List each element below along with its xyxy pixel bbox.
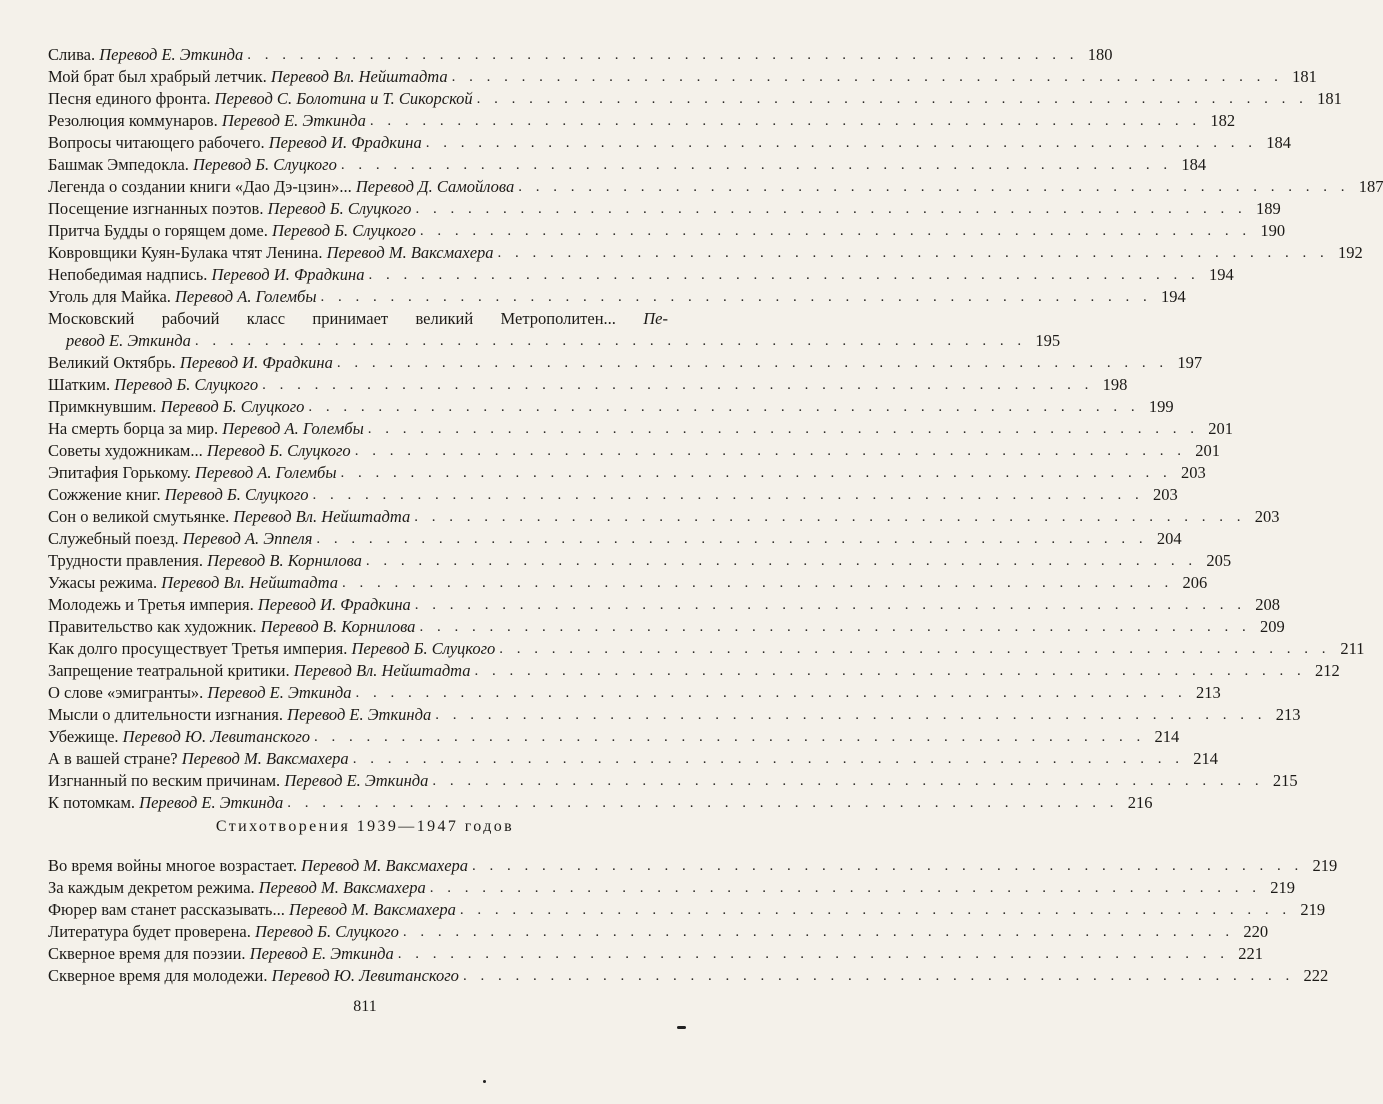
- toc-entry: [48, 440, 1220, 462]
- entry-title: Запрещение театральной критики.: [48, 661, 290, 680]
- entry-page: 184: [1266, 133, 1291, 152]
- entry-page: 195: [1035, 331, 1061, 350]
- entry-page: 204: [1156, 529, 1182, 548]
- entry-title: О слове «эмигранты».: [48, 683, 204, 702]
- dot-leader: . . . . . . . . . . . . . . . . . . . . . . . . . . . . . . . . . . . . . . . . . . . . . . . .: [397, 946, 1229, 962]
- entry-page: 198: [1102, 375, 1128, 394]
- entry-title: Изгнанный по веским причинам.: [48, 771, 281, 790]
- dot-leader: . . . . . . . . . . . . . . . . . . . . . . . . . . . . . . . . . . . . . . . . . . . . . . . .: [340, 465, 1172, 481]
- dot-leader: . . . . . . . . . . . . . . . . . . . . . . . . . . . . . . . . . . . . . . . . . . . . . . . .: [320, 289, 1152, 305]
- entry-second-line: [48, 330, 1061, 352]
- entry-title: Убежище.: [48, 727, 119, 746]
- toc-entry: [48, 594, 1281, 616]
- entry-title: Во время войны многое возрастает.: [48, 856, 297, 875]
- toc-entry: [48, 770, 1298, 792]
- entry-translator: Перевод Е. Эткинда: [207, 683, 352, 702]
- toc-entry: [48, 660, 1340, 682]
- toc-entry: [48, 220, 1286, 242]
- entry-translator: Перевод Вл. Нейштадта: [233, 507, 411, 526]
- entry-translator: Перевод Б. Слуцкого: [272, 221, 416, 240]
- entry-title: Посещение изгнанных поэтов.: [48, 199, 264, 218]
- entry-title: Непобедимая надпись.: [48, 265, 208, 284]
- dot-leader: . . . . . . . . . . . . . . . . . . . . . . . . . . . . . . . . . . . . . . . . . . . . . . . .: [247, 47, 1079, 63]
- entry-translator: Перевод Е. Эткинда: [287, 705, 432, 724]
- toc-entry: [48, 704, 1301, 726]
- entry-page: 181: [1317, 89, 1342, 108]
- entry-translator: Перевод Б. Слуцкого: [267, 199, 412, 218]
- entry-page: 192: [1338, 243, 1363, 262]
- entry-page: 209: [1259, 617, 1285, 636]
- dot-leader: . . . . . . . . . . . . . . . . . . . . . . . . . . . . . . . . . . . . . . . . . . . . . . . .: [432, 773, 1264, 789]
- entry-title: А в вашей стране?: [48, 749, 178, 768]
- entry-page: 194: [1161, 287, 1186, 306]
- toc-entry: [48, 264, 1234, 286]
- entry-title: Ковровщики Куян-Булака чтят Ленина.: [48, 243, 323, 262]
- entry-page: 219: [1270, 878, 1295, 897]
- toc-entry: [48, 616, 1285, 638]
- entry-page: 212: [1315, 661, 1340, 680]
- dot-leader: . . . . . . . . . . . . . . . . . . . . . . . . . . . . . . . . . . . . . . . . . . . . . . . .: [314, 729, 1146, 745]
- toc-entry: [48, 286, 1186, 308]
- dot-leader: . . . . . . . . . . . . . . . . . . . . . . . . . . . . . . . . . . . . . . . . . . . . . . . .: [497, 245, 1329, 261]
- entry-page: 214: [1193, 749, 1218, 768]
- entry-page: 187: [1358, 177, 1383, 196]
- toc-entry: [48, 44, 1113, 66]
- toc-entry: [48, 550, 1232, 572]
- dot-leader: . . . . . . . . . . . . . . . . . . . . . . . . . . . . . . . . . . . . . . . . . . . . . . . .: [472, 858, 1304, 874]
- entry-page: 182: [1210, 111, 1236, 130]
- dot-leader: . . . . . . . . . . . . . . . . . . . . . . . . . . . . . . . . . . . . . . . . . . . . . . . .: [340, 157, 1173, 173]
- print-speck: [677, 1026, 686, 1029]
- toc-entry: [48, 176, 1383, 198]
- toc-entry: [48, 921, 1269, 943]
- entry-page: 201: [1208, 419, 1233, 438]
- toc-entry: [48, 66, 1317, 88]
- entry-title: Мысли о длительности изгнания.: [48, 705, 284, 724]
- dot-leader: . . . . . . . . . . . . . . . . . . . . . . . . . . . . . . . . . . . . . . . . . . . . . . . .: [342, 575, 1174, 591]
- entry-title: Молодежь и Третья империя.: [48, 595, 254, 614]
- toc-entry: [48, 792, 1153, 814]
- toc-entry: [48, 396, 1174, 418]
- entry-translator: Перевод И. Фрадкина: [257, 595, 411, 614]
- entry-page: 221: [1238, 944, 1263, 963]
- entry-translator-start: Пе-: [643, 309, 668, 328]
- toc-entry: [48, 682, 1221, 704]
- entry-title: Резолюция коммунаров.: [48, 111, 218, 130]
- entry-translator: Перевод Б. Слуцкого: [193, 155, 337, 174]
- entry-translator: Перевод Б. Слуцкого: [351, 639, 496, 658]
- entry-translator: Перевод А. Голембы: [175, 287, 317, 306]
- entry-title: На смерть борца за мир.: [48, 419, 219, 438]
- entry-translator: Перевод Вл. Нейштадта: [270, 67, 448, 86]
- entry-title: Уголь для Майка.: [48, 287, 171, 306]
- entry-title: Песня единого фронта.: [48, 89, 211, 108]
- entry-translator: Перевод А. Эппеля: [182, 529, 313, 548]
- entry-translator: Перевод Е. Эткинда: [139, 793, 284, 812]
- entry-translator: Перевод Д. Самойлова: [355, 177, 515, 196]
- dot-leader: . . . . . . . . . . . . . . . . . . . . . . . . . . . . . . . . . . . . . . . . . . . . . . . .: [365, 553, 1198, 569]
- toc-entry: [48, 198, 1281, 220]
- entry-page: 208: [1255, 595, 1281, 614]
- entry-translator: Перевод Ю. Левитанского: [122, 727, 311, 746]
- dot-leader: . . . . . . . . . . . . . . . . . . . . . . . . . . . . . . . . . . . . . . . . . . . . . . . .: [518, 179, 1350, 195]
- entry-page: 203: [1153, 485, 1178, 504]
- entry-title: Московский рабочий класс принимает великий Метрополитен...: [48, 309, 616, 328]
- entry-title: Вопросы читающего рабочего.: [48, 133, 265, 152]
- dot-leader: . . . . . . . . . . . . . . . . . . . . . . . . . . . . . . . . . . . . . . . . . . . . . . . .: [435, 707, 1267, 723]
- entry-first-line: [48, 308, 668, 330]
- entry-page: 190: [1260, 221, 1286, 240]
- entry-translator: Перевод И. Фрадкина: [179, 353, 333, 372]
- entry-translator: Перевод А. Голембы: [222, 419, 364, 438]
- toc-entry: [48, 110, 1236, 132]
- entry-translator: Перевод В. Корнилова: [207, 551, 362, 570]
- entry-translator: Перевод В. Корнилова: [260, 617, 416, 636]
- entry-page: 197: [1177, 353, 1203, 372]
- toc-entry: [48, 418, 1233, 440]
- entry-translator: Перевод М. Ваксмахера: [326, 243, 494, 262]
- dot-leader: . . . . . . . . . . . . . . . . . . . . . . . . . . . . . . . . . . . . . . . . . . . . . . . .: [499, 641, 1331, 657]
- entry-title: Правительство как художник.: [48, 617, 257, 636]
- dot-leader: . . . . . . . . . . . . . . . . . . . . . . . . . . . . . . . . . . . . . . . . . . . . . . . .: [316, 531, 1148, 547]
- entry-title: К потомкам.: [48, 793, 136, 812]
- entry-translator: Перевод И. Фрадкина: [211, 265, 365, 284]
- toc-entry: [48, 308, 1061, 352]
- entry-translator: Перевод Б. Слуцкого: [164, 485, 309, 504]
- entry-title: Трудности правления.: [48, 551, 203, 570]
- entry-page: 222: [1303, 966, 1329, 985]
- entry-translator: Перевод Е. Эткинда: [284, 771, 429, 790]
- entry-page: 194: [1208, 265, 1234, 284]
- entry-page: 203: [1254, 507, 1280, 526]
- dot-leader: . . . . . . . . . . . . . . . . . . . . . . . . . . . . . . . . . . . . . . . . . . . . . . . .: [355, 685, 1187, 701]
- dot-leader: . . . . . . . . . . . . . . . . . . . . . . . . . . . . . . . . . . . . . . . . . . . . . . . .: [414, 597, 1247, 613]
- toc-entry: [48, 352, 1203, 374]
- dot-leader: . . . . . . . . . . . . . . . . . . . . . . . . . . . . . . . . . . . . . . . . . . . . . . . .: [462, 968, 1295, 984]
- toc-entry: [48, 132, 1291, 154]
- entry-title: Служебный поезд.: [48, 529, 179, 548]
- toc-entry: [48, 877, 1295, 899]
- entry-translator: Перевод Е. Эткинда: [249, 944, 394, 963]
- page-number: 811: [353, 998, 377, 1015]
- entry-page: 180: [1087, 45, 1113, 64]
- dot-leader: . . . . . . . . . . . . . . . . . . . . . . . . . . . . . . . . . . . . . . . . . . . . . . . .: [402, 924, 1235, 940]
- dot-leader: . . . . . . . . . . . . . . . . . . . . . . . . . . . . . . . . . . . . . . . . . . . . . . . .: [262, 377, 1094, 393]
- toc-entry: [48, 965, 1329, 987]
- entry-title: Скверное время для молодежи.: [48, 966, 268, 985]
- toc-entry: [48, 899, 1326, 921]
- entry-translator: Перевод М. Ваксмахера: [288, 900, 456, 919]
- entry-page: 219: [1300, 900, 1326, 919]
- entry-title: Советы художникам...: [48, 441, 203, 460]
- dot-leader: . . . . . . . . . . . . . . . . . . . . . . . . . . . . . . . . . . . . . . . . . . . . . . . .: [429, 880, 1261, 896]
- toc-entry: [48, 726, 1180, 748]
- print-speck: [483, 1080, 486, 1083]
- entry-translator: Перевод Вл. Нейштадта: [293, 661, 471, 680]
- entry-translator: Перевод Б. Слуцкого: [114, 375, 259, 394]
- entry-translator: Перевод Б. Слуцкого: [160, 397, 305, 416]
- toc-entry: [48, 506, 1280, 528]
- entry-translator: Перевод М. Ваксмахера: [181, 749, 349, 768]
- entry-translator: Перевод Е. Эткинда: [221, 111, 366, 130]
- entry-translator: Перевод Ю. Левитанского: [271, 966, 459, 985]
- entry-title: Скверное время для поэзии.: [48, 944, 246, 963]
- entry-title: Фюрер вам станет рассказывать...: [48, 900, 285, 919]
- toc-entry: [48, 154, 1207, 176]
- entry-translator: Перевод С. Болотина и Т. Сикорской: [214, 89, 473, 108]
- toc-entry: [48, 943, 1263, 965]
- entry-title: Шатким.: [48, 375, 111, 394]
- dot-leader: . . . . . . . . . . . . . . . . . . . . . . . . . . . . . . . . . . . . . . . . . . . . . . . .: [451, 69, 1283, 85]
- entry-page: 184: [1181, 155, 1207, 174]
- toc-entry: [48, 88, 1342, 110]
- entry-page: 219: [1312, 856, 1338, 875]
- entry-page: 203: [1181, 463, 1206, 482]
- table-of-contents-section-2: [48, 855, 1338, 987]
- entry-title: Примкнувшим.: [48, 397, 157, 416]
- dot-leader: . . . . . . . . . . . . . . . . . . . . . . . . . . . . . . . . . . . . . . . . . . . . . . . .: [425, 135, 1257, 151]
- entry-title: Сожжение книг.: [48, 485, 161, 504]
- dot-leader: . . . . . . . . . . . . . . . . . . . . . . . . . . . . . . . . . . . . . . . . . . . . . . . .: [476, 91, 1308, 107]
- entry-title: Сон о великой смутьянке.: [48, 507, 230, 526]
- entry-translator: Перевод М. Ваксмахера: [301, 856, 469, 875]
- dot-leader: . . . . . . . . . . . . . . . . . . . . . . . . . . . . . . . . . . . . . . . . . . . . . . . .: [368, 267, 1200, 283]
- dot-leader: . . . . . . . . . . . . . . . . . . . . . . . . . . . . . . . . . . . . . . . . . . . . . . . .: [419, 223, 1252, 239]
- toc-entry: [48, 374, 1128, 396]
- entry-title: Литература будет проверена.: [48, 922, 251, 941]
- entry-translator: Перевод И. Фрадкина: [268, 133, 422, 152]
- toc-entry: [48, 855, 1338, 877]
- dot-leader: . . . . . . . . . . . . . . . . . . . . . . . . . . . . . . . . . . . . . . . . . . . . . . . .: [287, 795, 1119, 811]
- entry-page: 206: [1182, 573, 1208, 592]
- toc-entry: [48, 484, 1178, 506]
- toc-entry: [48, 748, 1218, 770]
- dot-leader: . . . . . . . . . . . . . . . . . . . . . . . . . . . . . . . . . . . . . . . . . . . . . . . .: [308, 399, 1140, 415]
- entry-page: 181: [1292, 67, 1317, 86]
- dot-leader: . . . . . . . . . . . . . . . . . . . . . . . . . . . . . . . . . . . . . . . . . . . . . . . .: [354, 443, 1186, 459]
- entry-title: Ужасы режима.: [48, 573, 158, 592]
- entry-page: 213: [1275, 705, 1301, 724]
- toc-entry: [48, 462, 1206, 484]
- dot-leader: . . . . . . . . . . . . . . . . . . . . . . . . . . . . . . . . . . . . . . . . . . . . . . . .: [367, 421, 1199, 437]
- entry-page: 215: [1272, 771, 1298, 790]
- entry-translator: Перевод Б. Слуцкого: [206, 441, 351, 460]
- dot-leader: . . . . . . . . . . . . . . . . . . . . . . . . . . . . . . . . . . . . . . . . . . . . . . . .: [415, 201, 1247, 217]
- entry-title: Как долго просуществует Третья империя.: [48, 639, 348, 658]
- toc-entry: [48, 242, 1363, 264]
- entry-title: Легенда о создании книги «Дао Дэ-цзин»...: [48, 177, 352, 196]
- entry-title: Мой брат был храбрый летчик.: [48, 67, 267, 86]
- dot-leader: . . . . . . . . . . . . . . . . . . . . . . . . . . . . . . . . . . . . . . . . . . . . . . . .: [352, 751, 1184, 767]
- entry-page: 211: [1340, 639, 1365, 658]
- dot-leader: . . . . . . . . . . . . . . . . . . . . . . . . . . . . . . . . . . . . . . . . . . . . . . . .: [419, 619, 1251, 635]
- entry-translator-end: ревод Е. Эткинда: [66, 331, 191, 350]
- entry-title: Притча Будды о горящем доме.: [48, 221, 268, 240]
- toc-entry: [48, 638, 1365, 660]
- entry-translator: Перевод Б. Слуцкого: [255, 922, 399, 941]
- entry-title: За каждым декретом режима.: [48, 878, 255, 897]
- dot-leader: . . . . . . . . . . . . . . . . . . . . . . . . . . . . . . . . . . . . . . . . . . . . . . . .: [474, 663, 1306, 679]
- section-heading: Стихотворения 1939—1947 годов: [215, 818, 515, 835]
- entry-page: 205: [1206, 551, 1232, 570]
- dot-leader: . . . . . . . . . . . . . . . . . . . . . . . . . . . . . . . . . . . . . . . . . . . . . . . .: [414, 509, 1246, 525]
- entry-page: 213: [1195, 683, 1221, 702]
- dot-leader: . . . . . . . . . . . . . . . . . . . . . . . . . . . . . . . . . . . . . . . . . . . . . . . .: [312, 487, 1144, 503]
- entry-title: Великий Октябрь.: [48, 353, 176, 372]
- entry-translator: Перевод Вл. Нейштадта: [161, 573, 339, 592]
- toc-entry: [48, 572, 1208, 594]
- entry-title: Слива.: [48, 45, 96, 64]
- entry-page: 214: [1154, 727, 1180, 746]
- entry-title: Эпитафия Горькому.: [48, 463, 191, 482]
- entry-page: 220: [1243, 922, 1269, 941]
- toc-entry: [48, 528, 1182, 550]
- entry-page: 201: [1195, 441, 1220, 460]
- entry-page: 216: [1127, 793, 1153, 812]
- entry-translator: Перевод Е. Эткинда: [99, 45, 244, 64]
- dot-leader: . . . . . . . . . . . . . . . . . . . . . . . . . . . . . . . . . . . . . . . . . . . . . . . .: [336, 355, 1169, 371]
- dot-leader: . . . . . . . . . . . . . . . . . . . . . . . . . . . . . . . . . . . . . . . . . . . . . . . .: [369, 113, 1202, 129]
- entry-page: 189: [1255, 199, 1281, 218]
- entry-translator: Перевод А. Голембы: [195, 463, 337, 482]
- dot-leader: . . . . . . . . . . . . . . . . . . . . . . . . . . . . . . . . . . . . . . . . . . . . . . . .: [459, 902, 1292, 918]
- entry-translator: Перевод М. Ваксмахера: [258, 878, 426, 897]
- dot-leader: . . . . . . . . . . . . . . . . . . . . . . . . . . . . . . . . . . . . . . . . . . . . . . . .: [194, 333, 1027, 349]
- entry-title: Башмак Эмпедокла.: [48, 155, 189, 174]
- table-of-contents: [48, 44, 1383, 814]
- entry-page: 199: [1148, 397, 1174, 416]
